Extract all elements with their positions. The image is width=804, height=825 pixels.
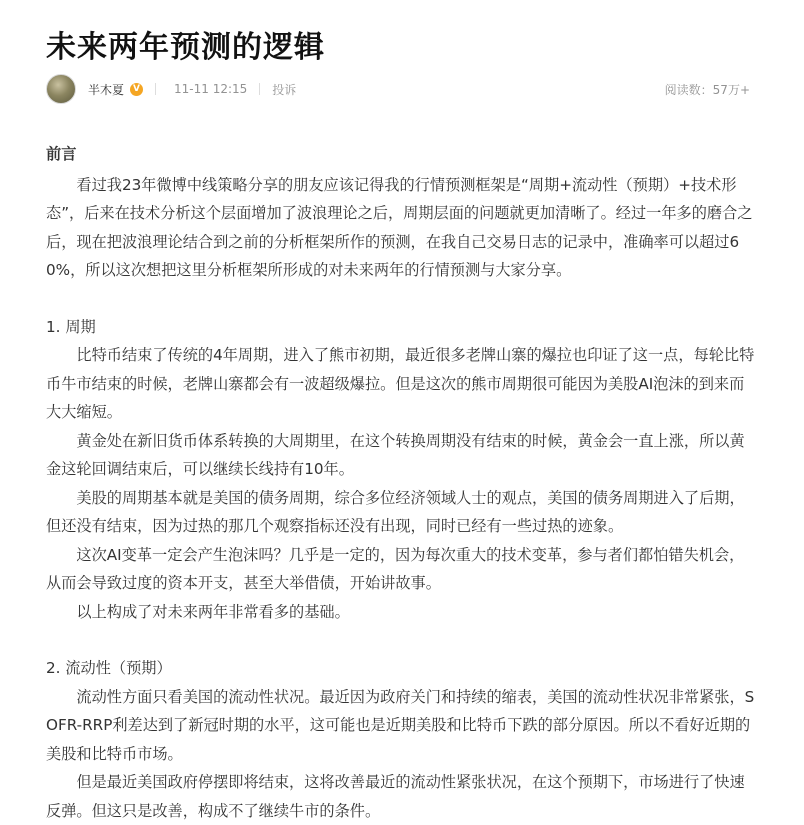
divider [155, 83, 156, 95]
author-name[interactable]: 半木夏 [88, 82, 125, 97]
paragraph: 这次AI变革一定会产生泡沫吗？几乎是一定的，因为每次重大的技术变革，参与者们都怕错失机会，从而会导致过度的资本开支，甚至大举借债，开始讲故事。 [46, 545, 745, 592]
article-title: 未来两年预测的逻辑 [46, 30, 325, 65]
section-heading-cycle: 1. 周期 [46, 317, 96, 336]
publish-time: 11-11 12:15 [174, 82, 248, 96]
spacer [46, 285, 758, 313]
section-heading-liquidity: 2. 流动性（预期） [46, 659, 172, 677]
section-heading-intro: 前言 [46, 145, 77, 163]
read-count: 阅读数：57万+ [664, 82, 750, 97]
article-body [46, 140, 758, 825]
verified-badge-icon: V [130, 83, 143, 96]
article-meta [46, 73, 750, 105]
avatar[interactable] [46, 74, 76, 104]
paragraph: 但是最近美国政府停摆即将结束，这将改善最近的流动性紧张状况，在这个预期下，市场进行了快速反弹。但这只是改善，构成不了继续牛市的条件。 [46, 773, 745, 820]
divider [259, 83, 260, 95]
paragraph: 流动性方面只看美国的流动性状况。最近因为政府关门和持续的缩表，美国的流动性状况非常紧张，SOFR-RRP利差达到了新冠时期的水平，这可能也是近期美股和比特币下跌的部分原因。所以不看好近期的美股和比特币市场。 [46, 687, 755, 763]
report-link[interactable]: 投诉 [272, 82, 297, 97]
paragraph: 美股的周期基本就是美国的债务周期，综合多位经济领域人士的观点，美国的债务周期进入了后期，但还没有结束，因为过热的那几个观察指标还没有出现，同时已经有一些过热的迹象。 [46, 488, 745, 535]
paragraph: 黄金处在新旧货币体系转换的大周期里，在这个转换周期没有结束的时候，黄金会一直上涨，所以黄金这轮回调结束后，可以继续长线持有10年。 [46, 431, 745, 478]
paragraph: 看过我23年微博中线策略分享的朋友应该记得我的行情预测框架是“周期+流动性（预期）+技术形态”，后来在技术分析这个层面增加了波浪理论之后，周期层面的问题就更加清晰了。经过一年多的磨合之后，现在把波浪理论结合到之前的分析框架所作的预测，在我自己交易日志的记录中，准确率可以超过60%，所以这次想把这里分析框架所形成的对未来两年的行情预测与大家分享。 [46, 175, 753, 279]
spacer [46, 626, 758, 654]
paragraph: 以上构成了对未来两年非常看多的基础。 [76, 602, 350, 621]
paragraph: 比特币结束了传统的4年周期，进入了熊市初期，最近很多老牌山寨的爆拉也印证了这一点，每轮比特币牛市结束的时候，老牌山寨都会有一波超级爆拉。但是这次的熊市周期很可能因为美股AI泡沫的到来而大大缩短。 [46, 346, 755, 421]
